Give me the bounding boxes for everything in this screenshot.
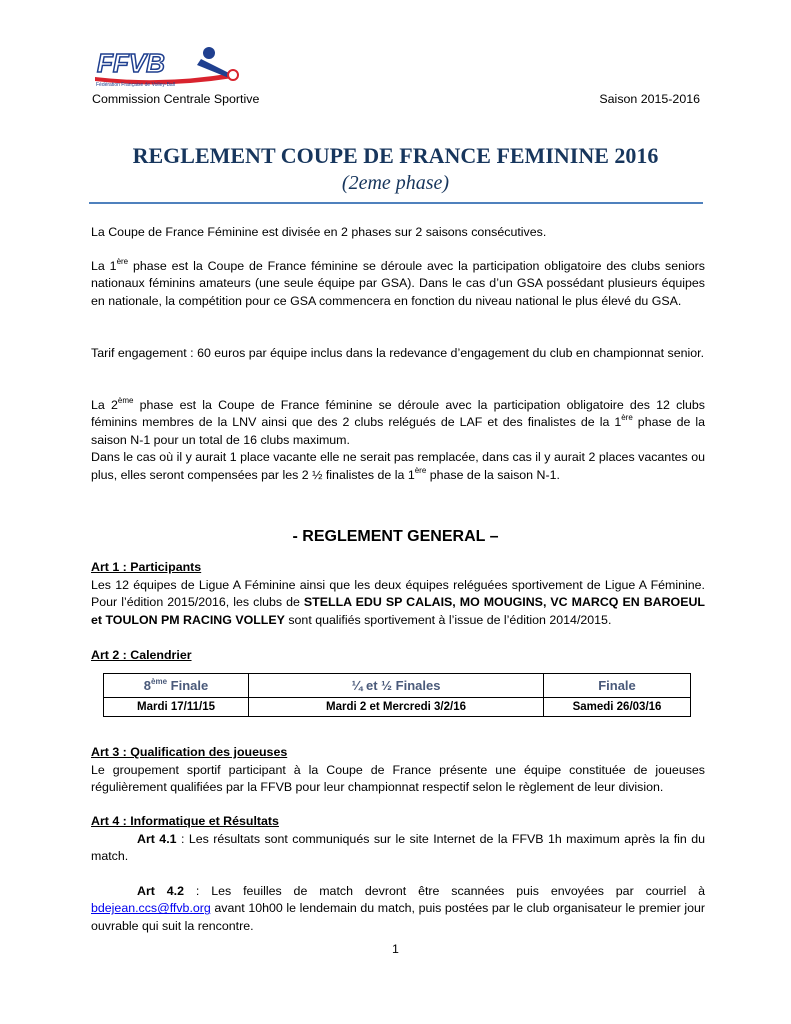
section-title: - REGLEMENT GENERAL –: [292, 528, 499, 545]
art2-title: Art 2 : Calendrier: [91, 648, 192, 662]
page-subtitle: (2eme phase): [341, 172, 450, 194]
date-quarter-semi: Mardi 2 et Mercredi 3/2/16: [249, 698, 544, 717]
intro-p4: La 2ème phase est la Coupe de France féminine se déroule avec la participation obligatoire des 12 clubs féminins membres de la LNV ainsi que des 2 clubs relégués de LAF et des finalistes de la 1ère phase de la saison N-1 pour un total de 16 clubs maximum. Dans le cas où il y aurait 1 place vacante elle ne serait pas remplacée, dans cas il y aurait 2 places vacantes ou plus, elles seront compensées par les 2 ½ finalistes de la 1ère phase de la saison N-1.: [91, 396, 706, 482]
art1-text: Les 12 équipes de Ligue A Féminine ainsi que les deux équipes reléguées sportivement de Ligue A Féminine. Pour l’édition 2015/2016, les clubs de STELLA EDU SP CALAIS, MO MOUGINS, VC MARCQ EN BAROEUL et TOULON PM RACING VOLLEY sont qualifiés sportivement à l’issue de l’édition 2014/2015.: [91, 578, 705, 627]
date-8e: Mardi 17/11/15: [104, 698, 249, 717]
calendar-table: [103, 673, 691, 717]
svg-text:FFVB: FFVB: [97, 48, 165, 78]
col-header-finale: Finale: [544, 674, 691, 698]
date-finale: Samedi 26/03/16: [544, 698, 691, 717]
header-season: Saison 2015-2016: [599, 92, 700, 106]
intro-p1: La Coupe de France Féminine est divisée en 2 phases sur 2 saisons consécutives.: [91, 225, 547, 239]
art4-2-text: Art 4.2 : Les feuilles de match devront être scannées puis envoyées par courriel à bdejean.ccs@ffvb.org avant 10h00 le lendemain du match, puis postées par le club organisateur le premier jour ouvrable qui suit la rencontre.: [91, 884, 705, 933]
col-header-8e: 8ème Finale: [104, 674, 249, 698]
page-title: REGLEMENT COUPE DE FRANCE FEMININE 2016: [132, 143, 659, 168]
art3-text: Le groupement sportif participant à la Coupe de France présente une équipe constituée de joueuses régulièrement qualifiées par la FFVB pour leur championnat respectif selon le règlement de leur division.: [91, 763, 705, 795]
title-rule: [89, 202, 703, 204]
intro-p2: La 1ère phase est la Coupe de France féminine se déroule avec la participation obligatoire des clubs seniors nationaux féminins amateurs (une seule équipe par GSA). Dans le cas d’un GSA possédant plusieurs équipes en nationale, la compétition pour ce GSA commencera en fonction du niveau national le plus élevé du GSA.: [91, 257, 705, 308]
intro-p3: Tarif engagement : 60 euros par équipe inclus dans la redevance d’engagement du club en championnat senior.: [91, 346, 705, 360]
email-link[interactable]: bdejean.ccs@ffvb.org: [91, 901, 211, 916]
header-commission: Commission Centrale Sportive: [92, 92, 260, 106]
art4-1-text: Art 4.1 : Les résultats sont communiqués sur le site Internet de la FFVB 1h maximum après la fin du match.: [91, 832, 705, 864]
art3-title: Art 3 : Qualification des joueuses: [91, 745, 288, 759]
page-number: 1: [392, 942, 399, 956]
art4-title: Art 4 : Informatique et Résultats: [91, 814, 279, 828]
ffvb-logo: [93, 45, 243, 90]
logo-subtitle: Fédération Française de Volley-Ball: [96, 82, 175, 88]
col-header-quarter-semi: ¼ et ½ Finales: [249, 674, 544, 698]
art1-title: Art 1 : Participants: [91, 560, 202, 574]
